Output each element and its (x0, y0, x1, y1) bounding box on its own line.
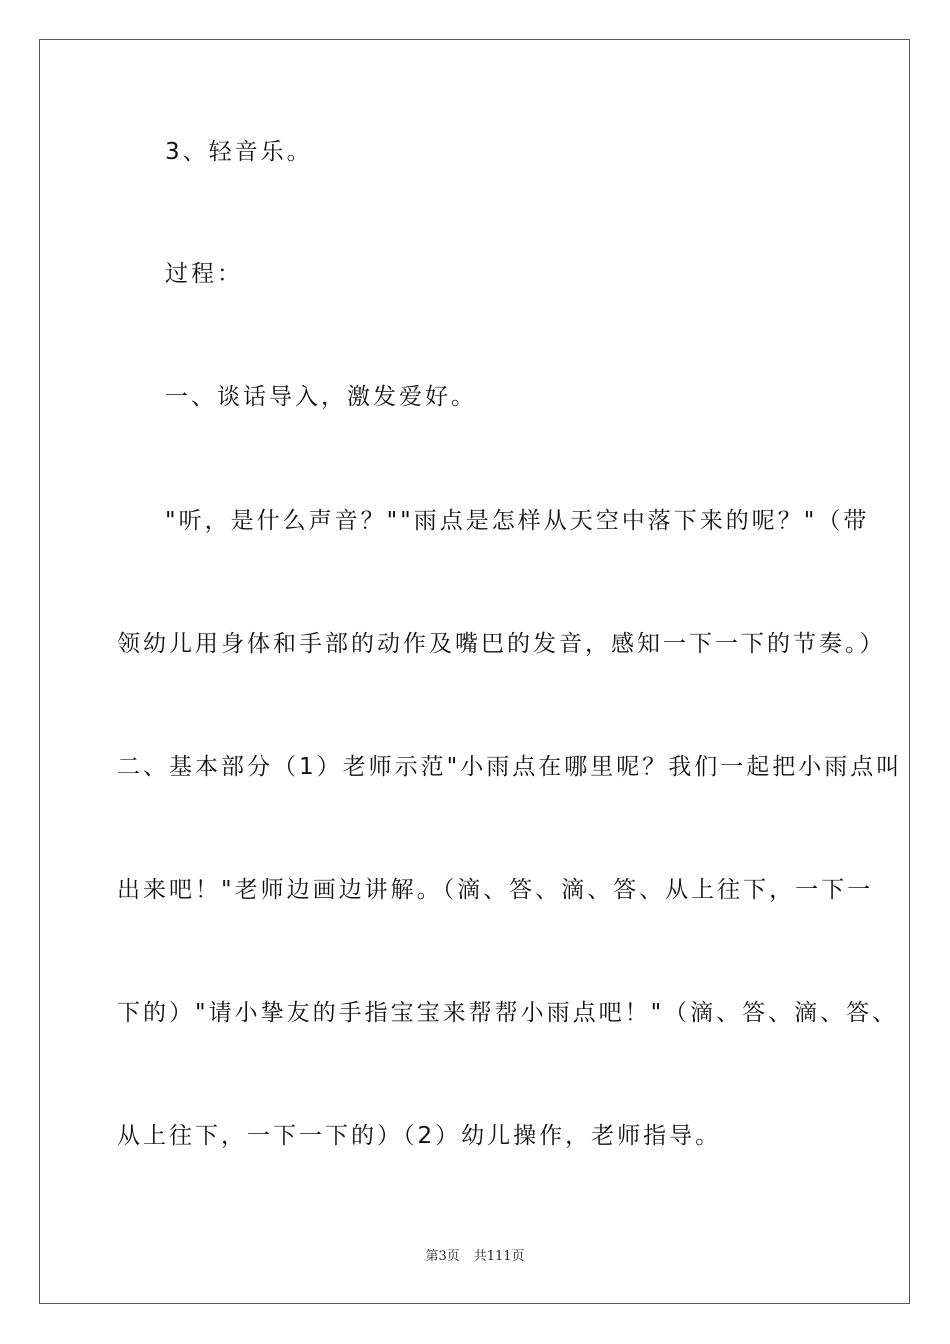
page-total: 共111页 (473, 1249, 525, 1264)
text-line-dialogue: "听，是什么声音？""雨点是怎样从天空中落下来的呢？"（带 (165, 508, 870, 534)
text-line-process-heading: 过程： (165, 261, 243, 287)
text-line-section-two-cont2: 下的）"请小挚友的手指宝宝来帮帮小雨点吧！"（滴、答、滴、答、 (117, 1000, 899, 1026)
text-line-section-one: 一、谈话导入，激发爱好。 (165, 384, 477, 410)
page-number: 第3页 (425, 1249, 460, 1264)
text-line-materials: 3、轻音乐。 (165, 139, 313, 165)
text-line-dialogue-cont: 领幼儿用身体和手部的动作及嘴巴的发音，感知一下一下的节奏。） (117, 631, 886, 657)
text-line-section-two-cont: 出来吧！"老师边画边讲解。（滴、答、滴、答、从上往下，一下一 (117, 877, 874, 903)
text-line-section-two: 二、基本部分（1）老师示范"小雨点在哪里呢？我们一起把小雨点叫 (117, 754, 903, 780)
page-border (39, 39, 910, 1304)
text-line-section-two-cont3: 从上往下，一下一下的）（2）幼儿操作，老师指导。 (117, 1123, 722, 1149)
page-footer (0, 1245, 950, 1264)
